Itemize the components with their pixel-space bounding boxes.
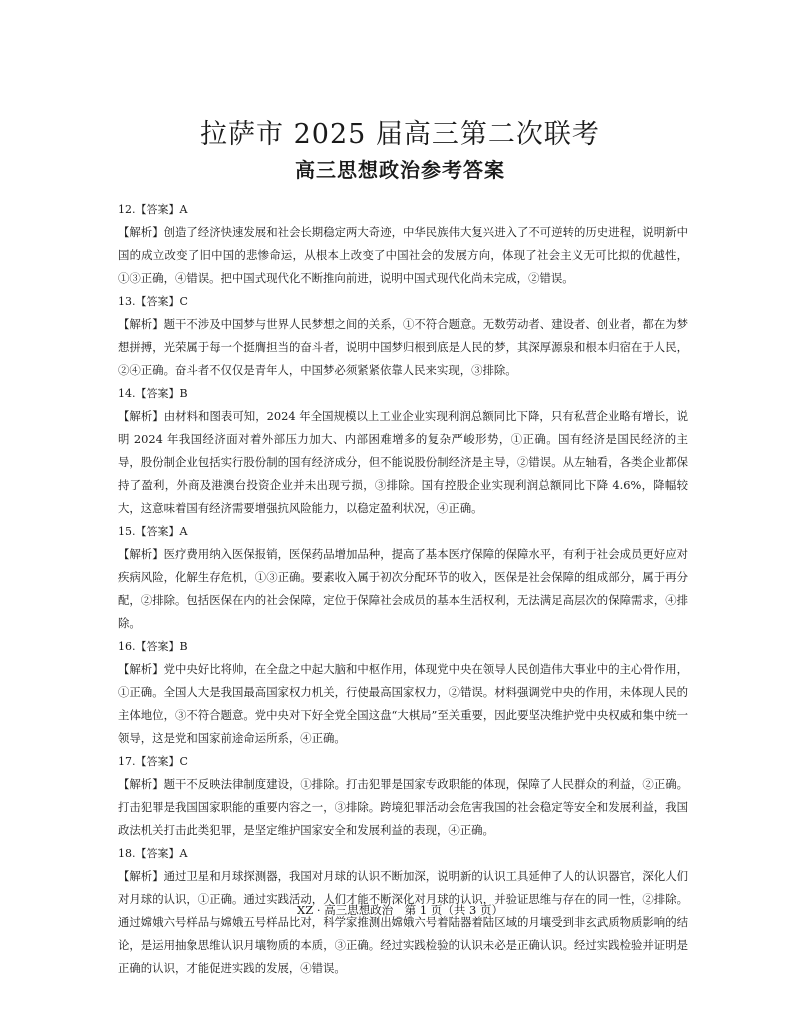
answer-key: 14.【答案】B — [118, 387, 188, 400]
answer-key: 15.【答案】A — [118, 525, 188, 538]
answer-key: 17.【答案】C — [118, 755, 188, 768]
answer-list — [118, 198, 688, 980]
answer-item-17 — [118, 750, 688, 842]
answer-key: 13.【答案】C — [118, 295, 188, 308]
answer-item-14 — [118, 382, 688, 520]
answer-key: 12.【答案】A — [118, 203, 188, 216]
answer-key: 16.【答案】B — [118, 640, 188, 653]
answer-item-13 — [118, 290, 688, 382]
explanation-text: 【解析】题干不反映法律制度建设，①排除。打击犯罪是国家专政职能的体现，保障了人民群众的利益，②正确。打击犯罪是我国国家职能的重要内容之一，③排除。跨境犯罪活动会危害我国的社会稳定等安全和发展利益，我国政法机关打击此类犯罪，是坚定维护国家安全和发展利益的表现，④正确。 — [118, 777, 688, 837]
page-footer: XZ · 高三思想政治 第 1 页（共 3 页） — [297, 903, 503, 917]
explanation-text: 【解析】通过卫星和月球探测器，我国对月球的认识不断加深，说明新的认识工具延伸了人的认识器官，深化人们对月球的认识，①正确。通过实践活动，人们才能不断深化对月球的认识，并验证思维与存在的同一性，②排除。通过嫦娥六号样品与嫦娥五号样品比对，科学家推测出嫦娥六号着陆器着陆区域的月壤受到非玄武质物质影响的结论，是运用抽象思维认识月壤物质的本质，③正确。经过实践检验的认识未必是正确认识。经过实践检验并证明是正确的认识，才能促进实践的发展，④错误。 — [118, 869, 688, 975]
explanation-text: 【解析】题干不涉及中国梦与世界人民梦想之间的关系，①不符合题意。无数劳动者、建设者、创业者，都在为梦想拼搏，光荣属于每一个挺膺担当的奋斗者，说明中国梦归根到底是人民的梦，其深厚源泉和根本归宿在于人民，②④正确。奋斗者不仅仅是青年人，中国梦必须紧紧依靠人民来实现，③排除。 — [118, 317, 688, 377]
answer-item-12 — [118, 198, 688, 290]
answer-item-16 — [118, 635, 688, 750]
answer-key: 18.【答案】A — [118, 847, 188, 860]
answer-item-15 — [118, 520, 688, 635]
explanation-text: 【解析】医疗费用纳入医保报销，医保药品增加品种，提高了基本医疗保障的保障水平，有利于社会成员更好应对疾病风险，化解生存危机，①③正确。要素收入属于初次分配环节的收入，医保是社会保障的组成部分，属于再分配，②排除。包括医保在内的社会保障，定位于保障社会成员的基本生活权利，无法满足高层次的保障需求，④排除。 — [118, 547, 688, 630]
explanation-text: 【解析】创造了经济快速发展和社会长期稳定两大奇迹，中华民族伟大复兴进入了不可逆转的历史进程，说明新中国的成立改变了旧中国的悲惨命运，从根本上改变了中国社会的发展方向，体现了社会主义无可比拟的优越性，①③正确，④错误。把中国式现代化不断推向前进，说明中国式现代化尚未完成，②错误。 — [118, 225, 688, 285]
explanation-text: 【解析】党中央好比将帅，在全盘之中起大脑和中枢作用，体现党中央在领导人民创造伟大事业中的主心骨作用，①正确。全国人大是我国最高国家权力机关，行使最高国家权力，②错误。材料强调党中央的作用，未体现人民的主体地位，③不符合题意。党中央对下好全党全国这盘“大棋局”至关重要，因此要坚决维护党中央权威和集中统一领导，这是党和国家前途命运所系，④正确。 — [118, 662, 688, 745]
page-subtitle: 高三思想政治参考答案 — [295, 158, 505, 182]
page-title: 拉萨市 2025 届高三第二次联考 — [200, 119, 600, 150]
explanation-text: 【解析】由材料和图表可知，2024 年全国规模以上工业企业实现利润总额同比下降，只有私营企业略有增长，说明 2024 年我国经济面对着外部压力加大、内部困难增多的复杂严峻形势，①正确。国有经济是国民经济的主导，股份制企业包括实行股份制的国有经济成分，但不能说股份制经济是主导，②错误。从左轴看，各类企业都保持了盈利，外商及港澳台投资企业并未出现亏损，③排除。国有控股企业实现利润总额同比下降 4.6%，降幅较大，这意味着国有经济需要增强抗风险能力，以稳定盈利状况，④正确。 — [118, 409, 688, 515]
